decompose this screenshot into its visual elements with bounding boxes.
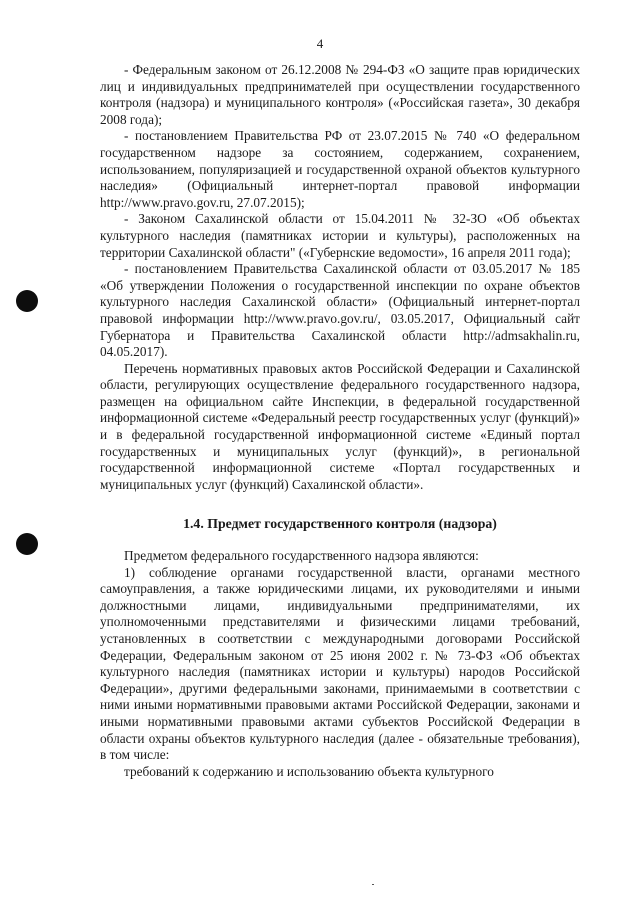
page-number: 4 [316, 36, 324, 51]
binder-hole-top [16, 290, 38, 312]
paragraph-resolution-740: - постановлением Правительства РФ от 23.07.2015 № 740 «О федеральном государственном надзоре за состоянием, содержанием, сохранением, использованием, популяризацией и государственной охраной объектов культурного наследия» (Официальный интернет-портал правовой информации http://www.pravo.gov.ru, 27.07.2015); [100, 128, 580, 210]
paragraph-subject-intro: Предметом федерального государственного надзора являются: [124, 548, 479, 564]
paragraph-law-294: - Федеральным законом от 26.12.2008 № 294-ФЗ «О защите прав юридических лиц и индивидуальных предпринимателей при осуществлении государственного контроля (надзора) и муниципального контроля» («Российская газета», 30 декабря 2008 года); [100, 62, 580, 127]
document-body [100, 62, 580, 780]
paragraph-acts-list: Перечень нормативных правовых актов Российской Федерации и Сахалинской области, регулирующих осуществление федерального государственного надзора, размещен на официальном сайте Инспекции, в федеральной государственной информационной системе «Федеральный реестр государственных услуг (функций)» и в федеральной государственной информационной системе «Единый портал государственных и муниципальных услуг (функций)», в региональной государственной информационной системе «Портал государственных и муниципальных услуг (функций) Сахалинской области». [100, 360, 580, 492]
paragraph-requirements-start: требований к содержанию и использованию объекта культурного [124, 763, 494, 779]
scan-speck [372, 884, 374, 885]
paragraph-resolution-185: - постановлением Правительства Сахалинской области от 03.05.2017 № 185 «Об утверждении Положения о государственной инспекции по охране объектов культурного наследия Сахалинской области» (Официальный интернет-портал правовой информации http://www.pravo.gov.ru/, 03.05.2017, Официальный сайт Губернатора и Правительства Сахалинской области http://admsakhalin.ru, 04.05.2017). [100, 261, 580, 360]
section-heading: 1.4. Предмет государственного контроля (надзора) [183, 516, 497, 532]
paragraph-item-1: 1) соблюдение органами государственной власти, органами местного самоуправления, а также юридическими лицами, их руководителями и иными должностными лицами, индивидуальными предпринимателями, их уполномоченными представителями и физическими лицами требований, установленных в соответствии с международными договорами Российской Федерации, Федеральным законом от 25 июня 2002 г. № 73-ФЗ «Об объектах культурного наследия (памятниках истории и культуры) народов Российской Федерации», другими федеральными законами, принимаемыми в соответствии с ними иными нормативными правовыми актами Российской Федерации, законами и иными нормативными правовыми актами субъектов Российской Федерации в области охраны объектов культурного наследия (далее - обязательные требования), в том числе: [100, 564, 580, 763]
paragraph-law-32-zo: - Законом Сахалинской области от 15.04.2011 № 32-ЗО «Об объектах культурного наследия (памятниках истории и культуры), расположенных на территории Сахалинской области" («Губернские ведомости», 16 апреля 2011 года); [100, 211, 580, 260]
binder-hole-bottom [16, 533, 38, 555]
